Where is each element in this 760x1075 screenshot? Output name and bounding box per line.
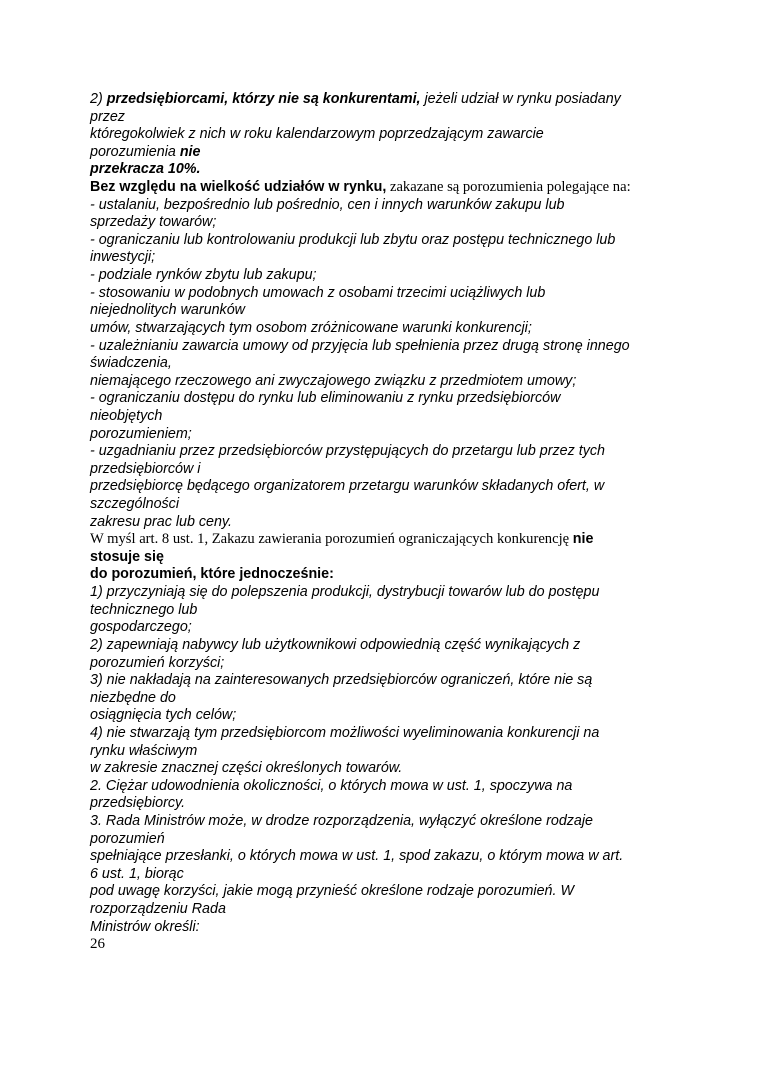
text-line — [90, 778, 690, 796]
text-line — [90, 584, 690, 602]
text-line — [90, 549, 690, 567]
text-line — [90, 514, 690, 532]
text-run: inwestycji; — [90, 249, 156, 266]
text-line — [90, 408, 690, 426]
text-line — [90, 478, 690, 496]
text-line — [90, 566, 690, 584]
text-run: przedsiębiorcy. — [90, 795, 186, 812]
text-line — [90, 443, 690, 461]
text-line — [90, 390, 690, 408]
text-run: sprzedaży towarów; — [90, 214, 217, 231]
text-run: Bez względu na wielkość udziałów w rynku, — [90, 179, 387, 196]
text-run: - ustalaniu, bezpośrednio lub pośrednio, cen i innych warunków zakupu lub — [90, 196, 565, 213]
text-line — [90, 461, 690, 479]
text-line — [90, 126, 690, 144]
text-run: 6 ust. 1, biorąc — [90, 865, 184, 882]
text-run: technicznego lub — [90, 601, 198, 618]
text-run: stosuje się — [90, 548, 164, 565]
text-run: do porozumień, które jednocześnie: — [90, 566, 334, 583]
text-run: 3) nie nakładają na zainteresowanych przedsiębiorców ograniczeń, które nie są — [90, 672, 593, 689]
text-line — [90, 426, 690, 444]
text-line — [90, 690, 690, 708]
text-run: - ograniczaniu dostępu do rynku lub eliminowaniu z rynku przedsiębiorców — [90, 390, 561, 407]
text-line — [90, 725, 690, 743]
text-run: szczególności — [90, 496, 179, 513]
text-line — [90, 91, 690, 109]
text-run: w zakresie znacznej części określonych towarów. — [90, 760, 403, 777]
text-run: któregokolwiek z nich w roku kalendarzowym poprzedzającym zawarcie — [90, 126, 544, 143]
text-run: porozumieniem; — [90, 425, 192, 442]
text-line — [90, 249, 690, 267]
text-run: niezbędne do — [90, 689, 176, 706]
text-line — [90, 602, 690, 620]
text-run: 2. Ciężar udowodnienia okoliczności, o których mowa w ust. 1, spoczywa na — [90, 777, 573, 794]
page-number: 26 — [90, 936, 105, 953]
text-line — [90, 373, 690, 391]
text-run: rynku właściwym — [90, 742, 198, 759]
text-run: - stosowaniu w podobnych umowach z osobami trzecimi uciążliwych lub — [90, 284, 546, 301]
text-run: porozumień korzyści; — [90, 654, 225, 671]
text-line — [90, 144, 690, 162]
text-run: niejednolitych warunków — [90, 302, 245, 319]
document-body-text — [90, 91, 690, 936]
text-run: spełniające przesłanki, o których mowa w ust. 1, spod zakazu, o którym mowa w art. — [90, 848, 624, 865]
text-run: - uzależnianiu zawarcia umowy od przyjęcia lub spełnienia przez drugą stronę innego — [90, 337, 630, 354]
text-line — [90, 285, 690, 303]
text-run: nie — [572, 531, 594, 548]
text-run: niemającego rzeczowego ani zwyczajowego związku z przedmiotem umowy; — [90, 372, 577, 389]
text-run: porozumienia — [90, 143, 180, 160]
text-run: zakresu prac lub ceny. — [90, 513, 232, 530]
text-run: pod uwagę korzyści, jakie mogą przynieść określone rodzaje porozumień. W — [90, 883, 574, 900]
text-run: zakazane są porozumienia polegające na: — [386, 179, 631, 196]
text-run: umów, stwarzających tym osobom zróżnicowane warunki konkurencji; — [90, 319, 532, 336]
text-run: 2) — [90, 91, 107, 107]
text-line — [90, 109, 690, 127]
text-run: przedsiębiorcami, którzy nie są konkurentami, — [106, 91, 421, 107]
text-run: świadczenia, — [90, 355, 172, 372]
text-line — [90, 232, 690, 250]
text-run: przez — [90, 108, 125, 125]
text-line — [90, 531, 690, 549]
text-line — [90, 320, 690, 338]
text-line — [90, 672, 690, 690]
text-line — [90, 707, 690, 725]
text-run: Ministrów określi: — [90, 918, 200, 935]
text-line — [90, 848, 690, 866]
text-run: gospodarczego; — [90, 619, 192, 636]
text-run: - podziale rynków zbytu lub zakupu; — [90, 267, 317, 284]
text-line — [90, 619, 690, 637]
text-run: nie — [179, 143, 201, 160]
text-run: 1) przyczyniają się do polepszenia produkcji, dystrybucji towarów lub do postępu — [90, 584, 600, 601]
text-run: - uzgadnianiu przez przedsiębiorców przystępujących do przetargu lub przez tych — [90, 443, 605, 460]
text-run: jeżeli udział w rynku posiadany — [420, 91, 621, 107]
text-line — [90, 302, 690, 320]
text-line — [90, 496, 690, 514]
text-run: 2) zapewniają nabywcy lub użytkownikowi odpowiednią część wynikających z — [90, 636, 581, 653]
text-run: przekracza 10%. — [90, 161, 201, 178]
text-line — [90, 637, 690, 655]
text-line — [90, 883, 690, 901]
text-line — [90, 866, 690, 884]
text-run: W myśl art. 8 ust. 1, Zakazu zawierania porozumień ograniczających konkurencję — [90, 531, 573, 548]
text-line — [90, 267, 690, 285]
text-line — [90, 197, 690, 215]
text-line — [90, 760, 690, 778]
text-line — [90, 901, 690, 919]
text-run: osiągnięcia tych celów; — [90, 707, 237, 724]
text-run: przedsiębiorcę będącego organizatorem przetargu warunków składanych ofert, w — [90, 478, 605, 495]
document-page — [90, 91, 690, 954]
text-line — [90, 179, 690, 197]
text-line — [90, 919, 690, 937]
text-line — [90, 214, 690, 232]
text-line — [90, 161, 690, 179]
text-run: porozumień — [90, 830, 165, 847]
text-run: - ograniczaniu lub kontrolowaniu produkcji lub zbytu oraz postępu technicznego lub — [90, 231, 616, 248]
text-run: przedsiębiorców i — [90, 460, 201, 477]
text-line — [90, 813, 690, 831]
text-line — [90, 795, 690, 813]
text-run: 4) nie stwarzają tym przedsiębiorcom możliwości wyeliminowania konkurencji na — [90, 724, 600, 741]
text-line — [90, 655, 690, 673]
text-run: 3. Rada Ministrów może, w drodze rozporządzenia, wyłączyć określone rodzaje — [90, 812, 593, 829]
text-line — [90, 355, 690, 373]
text-run: rozporządzeniu Rada — [90, 901, 226, 918]
text-line — [90, 831, 690, 849]
text-line — [90, 338, 690, 356]
text-run: nieobjętych — [90, 407, 163, 424]
text-line — [90, 743, 690, 761]
